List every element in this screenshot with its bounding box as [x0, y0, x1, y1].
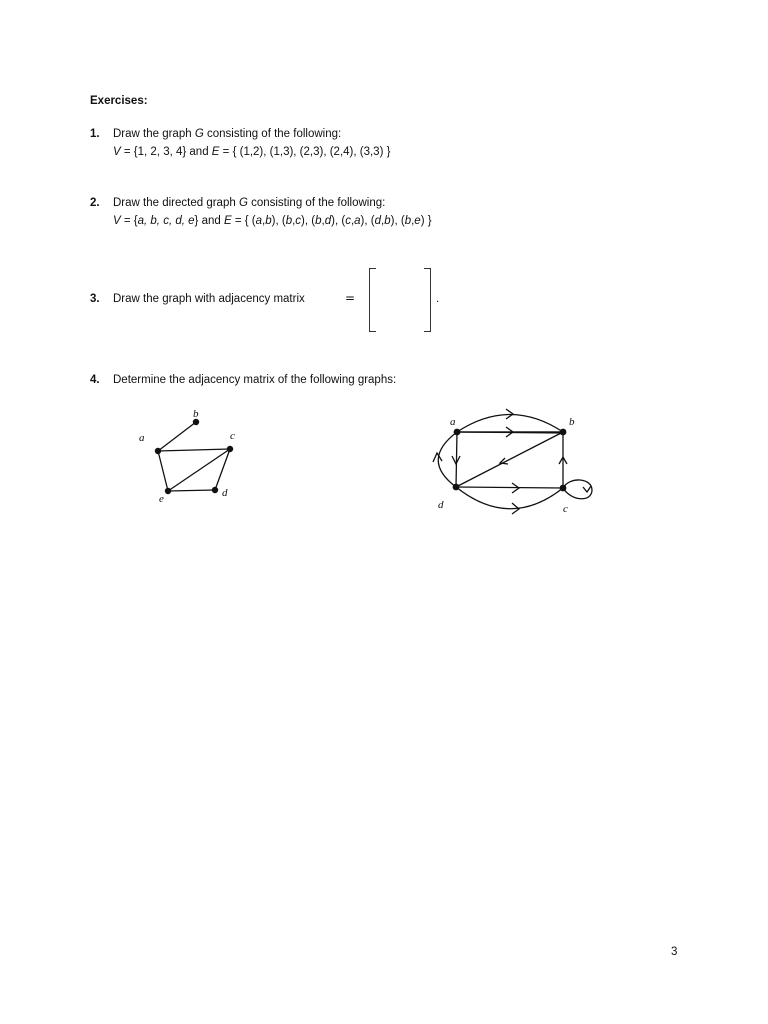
exercise-1-line1: Draw the graph G consisting of the following:: [113, 128, 342, 140]
label-a: a: [450, 416, 456, 428]
matrix-left-bracket: [369, 268, 376, 332]
matrix-right-bracket: [424, 268, 431, 332]
label-d: d: [438, 499, 444, 511]
vertex-d: [453, 484, 460, 491]
edge-b-d: [456, 432, 563, 487]
exercise-1-line2: V = {1, 2, 3, 4} and E = { (1,2), (1,3), (2,3), (2,4), (3,3) }: [113, 146, 391, 158]
edge-a-d: [456, 432, 457, 487]
edge-d-c-arc: [456, 487, 563, 509]
exercise-4-number: 4.: [90, 374, 100, 386]
matrix-period: .: [436, 293, 440, 305]
edge-a-c: [158, 449, 230, 451]
arrow-d-a: [433, 453, 442, 462]
label-a: a: [139, 432, 145, 444]
directed-graph-figure: [420, 405, 600, 515]
label-c: c: [230, 430, 235, 442]
exercise-2-number: 2.: [90, 197, 100, 209]
exercise-2-line1: Draw the directed graph G consisting of the following:: [113, 197, 386, 209]
exercises-heading: Exercises:: [90, 95, 148, 107]
vertex-c: [560, 485, 567, 492]
arrow-loop-c: [583, 486, 591, 492]
label-b: b: [193, 408, 199, 420]
label-b: b: [569, 416, 575, 428]
vertex-c: [227, 446, 233, 452]
undirected-graph-figure: [130, 400, 250, 510]
vertex-d: [212, 487, 218, 493]
edge-d-c: [456, 487, 563, 488]
edge-c-e: [168, 449, 230, 491]
label-e: e: [159, 493, 164, 505]
exercise-2-line2: V = {a, b, c, d, e} and E = { (a,b), (b,c), (b,d), (c,a), (d,b), (b,e) }: [113, 215, 432, 227]
vertex-a: [454, 429, 461, 436]
label-c: c: [563, 503, 568, 515]
edge-c-d: [215, 449, 230, 490]
edge-a-b: [158, 422, 196, 451]
edge-a-e: [158, 451, 168, 491]
equals-sign: =: [345, 291, 356, 305]
exercise-4-text: Determine the adjacency matrix of the following graphs:: [113, 374, 397, 386]
vertex-b: [560, 429, 567, 436]
exercise-3-number: 3.: [90, 293, 100, 305]
label-d: d: [222, 487, 228, 499]
page-number: 3: [671, 946, 678, 958]
loop-c: [563, 480, 592, 499]
vertex-e: [165, 488, 171, 494]
edge-e-d: [168, 490, 215, 491]
exercise-1-number: 1.: [90, 128, 100, 140]
vertex-a: [155, 448, 161, 454]
exercise-3-text: Draw the graph with adjacency matrix: [113, 293, 305, 305]
